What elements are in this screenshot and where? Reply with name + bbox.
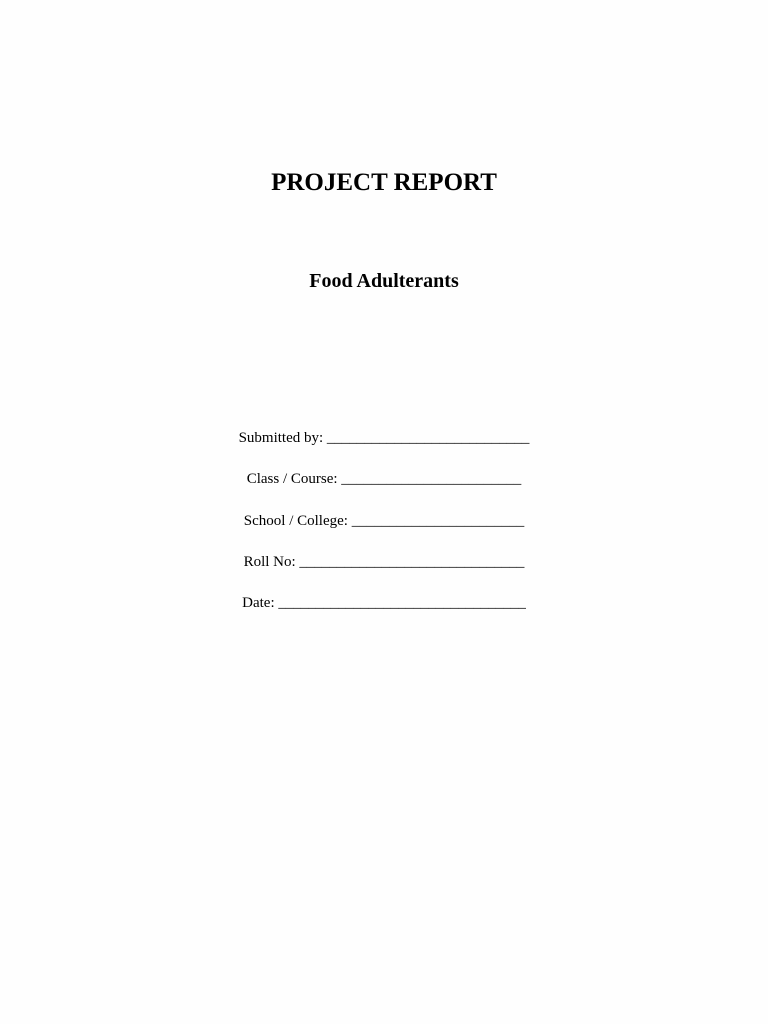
school-college-field bbox=[0, 511, 768, 531]
roll-no-field bbox=[0, 552, 768, 572]
field-label: School / College: bbox=[243, 512, 348, 529]
submitted-by-field bbox=[0, 428, 768, 448]
field-label: Class / Course: bbox=[246, 471, 338, 488]
field-blank-line: ___________________________ bbox=[326, 430, 530, 446]
field-blank-line: ________________________ bbox=[341, 471, 522, 488]
date-field bbox=[0, 593, 768, 613]
field-label: Submitted by: bbox=[238, 430, 324, 446]
submission-details bbox=[0, 428, 768, 634]
field-label: Date: bbox=[242, 595, 275, 612]
field-blank-line: _______________________ bbox=[351, 512, 525, 529]
class-course-field bbox=[0, 469, 768, 489]
field-blank-line: ______________________________ bbox=[299, 553, 525, 570]
field-label: Roll No: bbox=[243, 553, 296, 570]
report-subtitle: Food Adulterants bbox=[309, 270, 459, 292]
page-title: PROJECT REPORT bbox=[271, 169, 497, 196]
field-blank-line: _________________________________ bbox=[278, 595, 526, 612]
